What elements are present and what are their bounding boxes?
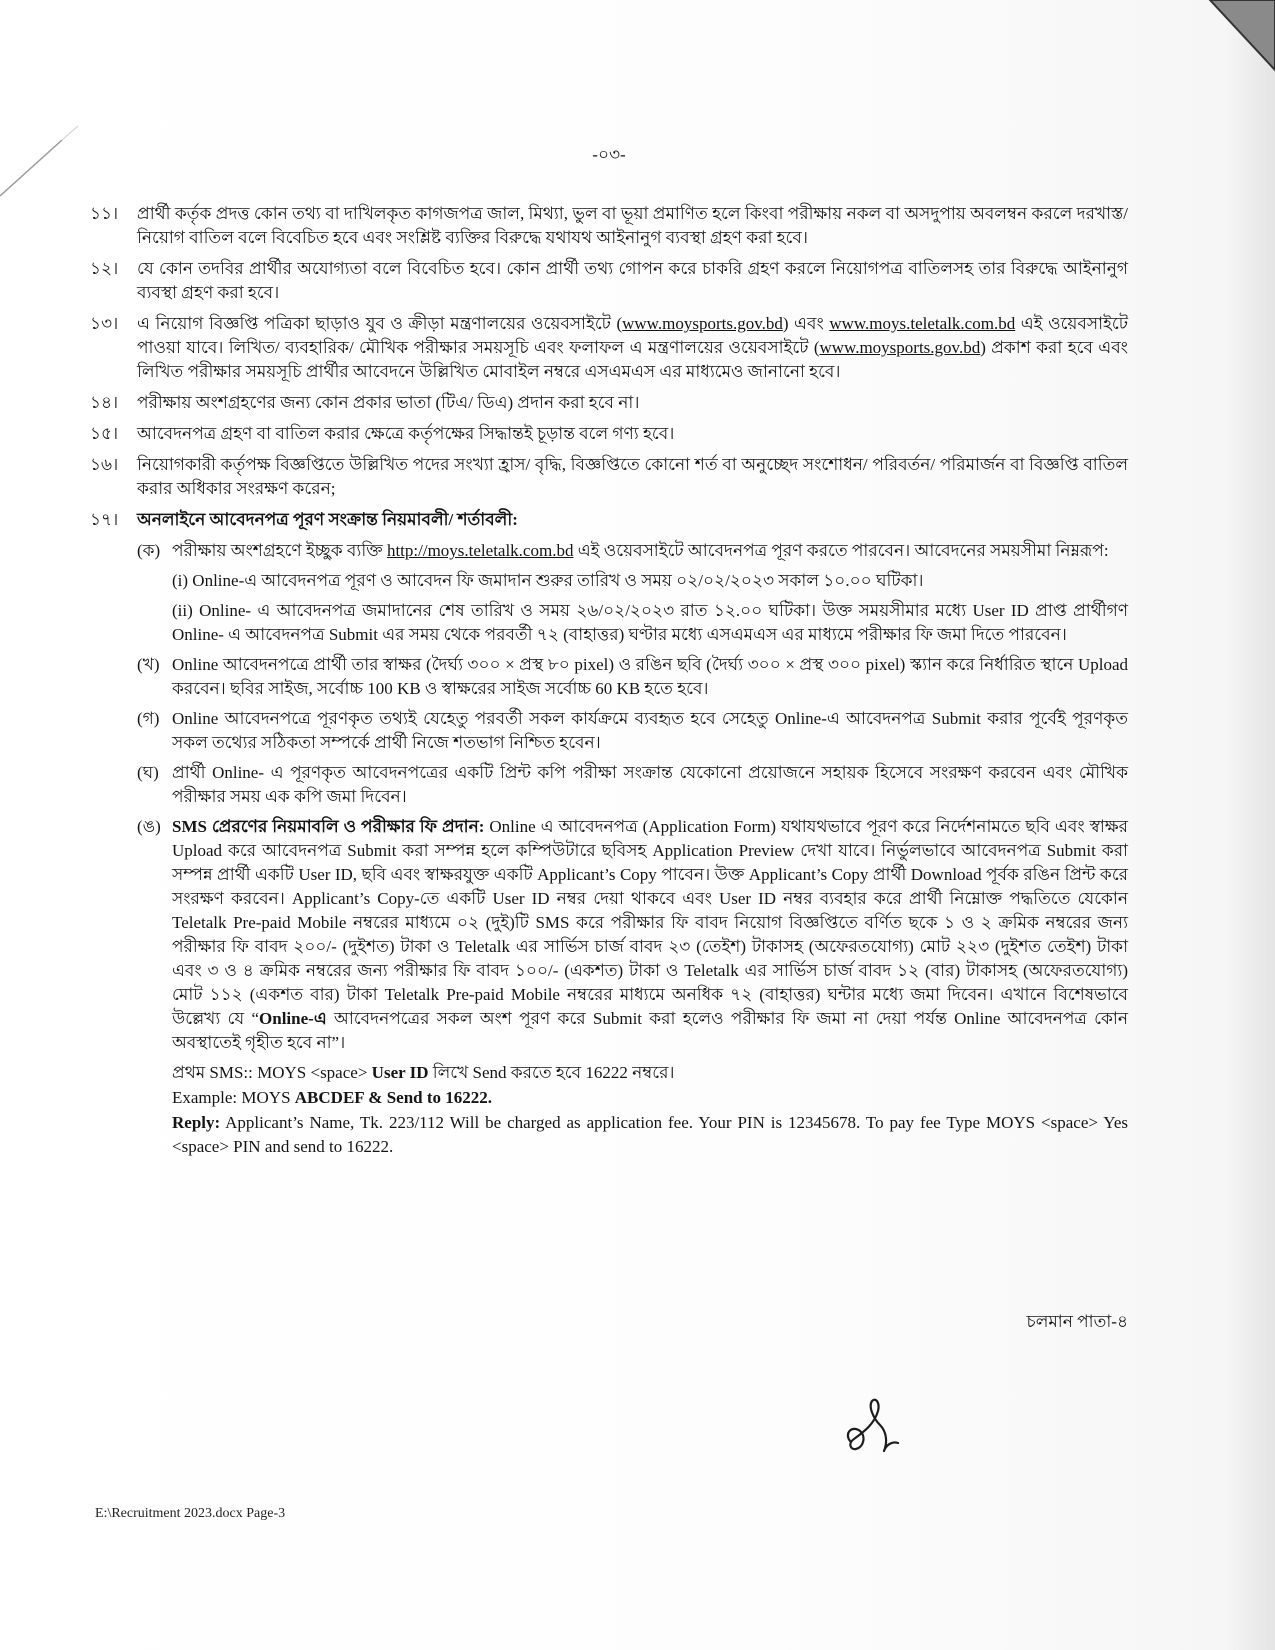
subclause-label: (ঙ) — [137, 817, 161, 836]
text-segment: Online আবেদনপত্রে পূরণকৃত তথ্যই যেহেতু পরবর্তী সকল কার্যক্রমে ব্যবহৃত হবে সেহেতু Online-এ আবেদনপত্র Submit করার পূর্বেই পূরণকৃত সকল তথ্যের সঠিকতা সম্পর্কে প্রার্থী নিজে শতভাগ নিশ্চিত হবেন। — [172, 709, 1128, 752]
subclause-label: (ঘ) — [137, 763, 159, 782]
text-segment: যে কোন তদবির প্রার্থীর অযোগ্যতা বলে বিবেচিত হবে। কোন প্রার্থী তথ্য গোপন করে চাকরি গ্রহণ করলে নিয়োগপত্র বাতিলসহ তার বিরুদ্ধে আইনানুগ ব্যবস্থা গ্রহণ করা হবে। — [137, 259, 1128, 302]
text-segment: আবেদনপত্র গ্রহণ বা বাতিল করার ক্ষেত্রে কর্তৃপক্ষের সিদ্ধান্তই চূড়ান্ত বলে গণ্য হবে। — [137, 424, 675, 443]
text-segment: এই ওয়েবসাইটে পাওয়া যাবে। লিখিত/ ব্যবহারিক/ মৌখিক পরীক্ষার সময়সূচি এবং ফলাফল এ মন্ত্রণালয়ের ওয়েবসাইটে ( — [137, 314, 1128, 357]
section-heading: অনলাইনে আবেদনপত্র পূরণ সংক্রান্ত নিয়মাবলী/ শর্তাবলী: — [137, 510, 518, 529]
signature — [830, 1385, 910, 1465]
clause-15 — [90, 422, 1128, 446]
text-segment: প্রার্থী কর্তৃক প্রদত্ত কোন তথ্য বা দাখিলকৃত কাগজপত্র জাল, মিথ্যা, ভুল বা ভূয়া প্রমাণিত হলে কিংবা পরীক্ষায় নকল বা অসদুপায় অবলম্বন করলে দরখাস্ত/ নিয়োগ বাতিল বলে বিবেচিত হবে এবং সংশ্লিষ্ট ব্যক্তির বিরুদ্ধে যথাযথ আইনানুগ ব্যবস্থা গ্রহণ করা হবে। — [137, 204, 1128, 247]
text-segment: প্রথম SMS:: MOYS <space> — [172, 1063, 372, 1082]
emphasis-text: Online-এ — [259, 1009, 327, 1028]
clause-text — [137, 422, 1128, 446]
subclause-ka — [137, 539, 1128, 563]
page-number: -০৩- — [592, 145, 626, 164]
subclause-text — [172, 761, 1128, 809]
website-url: http://moys.teletalk.com.bd — [386, 541, 574, 560]
clause-11 — [90, 202, 1128, 250]
subclause-text — [172, 707, 1128, 755]
sms-reply — [172, 1111, 1128, 1159]
text-segment: প্রার্থী Online- এ পূরণকৃত আবেদনপত্রের একটি প্রিন্ট কপি পরীক্ষা সংক্রান্ত যেকোনো প্রয়োজনে সহায়ক হিসেবে সংরক্ষণ করবেন এবং মৌখিক পরীক্ষার সময় এক কপি জমা দিবেন। — [172, 763, 1128, 806]
subclause-text — [172, 815, 1128, 1055]
text-segment: লিখে Send করতে হবে 16222 নম্বরে। — [428, 1063, 675, 1082]
scan-crease-faint — [62, 126, 78, 140]
clause-number: ১২। — [90, 259, 119, 278]
clause-text — [137, 391, 1128, 415]
website-url: www.moysports.gov.bd — [819, 338, 981, 357]
clause-text — [137, 453, 1128, 501]
subclause-kha — [137, 653, 1128, 701]
text-segment: Applicant’s Name, Tk. 223/112 Will be charged as application fee. Your PIN is 12345678. To pay fee Type MOYS <space> Yes <space> PIN and send to 16222. — [172, 1113, 1128, 1156]
subclause-label: (ক) — [137, 541, 161, 560]
document-body — [90, 202, 1128, 1160]
subclause-label: (খ) — [137, 655, 160, 674]
clause-12 — [90, 257, 1128, 305]
clause-14 — [90, 391, 1128, 415]
scan-fold-corner — [1210, 0, 1275, 70]
clause-text — [137, 312, 1128, 384]
sms-example — [172, 1086, 1128, 1110]
subclause-ga — [137, 707, 1128, 755]
text-segment: পরীক্ষায় অংশগ্রহণের জন্য কোন প্রকার ভাতা (টিএ/ ডিএ) প্রদান করা হবে না। — [137, 393, 640, 412]
clause-number: ১৪। — [90, 393, 119, 412]
subclause-text — [172, 539, 1128, 563]
schedule-label: (i) — [172, 571, 189, 590]
scan-crease — [0, 140, 62, 196]
subclause-text — [172, 653, 1128, 701]
text-segment: Example: MOYS — [172, 1088, 295, 1107]
clause-16 — [90, 453, 1128, 501]
text-segment: পরীক্ষায় অংশগ্রহণে ইচ্ছুক ব্যক্তি — [172, 541, 387, 560]
emphasis-text: User ID — [371, 1063, 429, 1082]
schedule-start — [172, 569, 1128, 593]
clause-number: ১১। — [90, 204, 119, 223]
clause-number: ১৬। — [90, 455, 119, 474]
schedule-text: Online- এ আবেদনপত্র জমাদানের শেষ তারিখ ও সময় ২৬/০২/২০২৩ রাত ১২.০০ ঘটিকা। উক্ত সময়সীমার মধ্যে User ID প্রাপ্ত প্রার্থীগণ Online- এ আবেদনপত্র Submit এর সময় থেকে পরবর্তী ৭২ (বাহাত্তর) ঘণ্টার মধ্যে এসএমএস এর মাধ্যমে পরীক্ষার ফি জমা দিতে পারবেন। — [172, 601, 1129, 644]
text-segment: Online এ আবেদনপত্র (Application Form) যথাযথভাবে পূরণ করে নির্দেশনামতে ছবি এবং স্বাক্ষর Upload করে আবেদনপত্র Submit করা সম্পন্ন হলে কম্পিউটারে ছবিসহ Application Preview দেখা যাবে। নির্ভুলভাবে আবেদনপত্র Submit করা সম্পন্ন প্রার্থী একটি User ID, ছবি এবং স্বাক্ষরযুক্ত একটি Applicant’s Copy পাবেন। উক্ত Applicant’s Copy প্রার্থী Download পূর্বক রঙিন প্রিন্ট করে সংরক্ষণ করবেন। Applicant’s Copy-তে একটি User ID নম্বর দেয়া থাকবে এবং User ID নম্বর ব্যবহার করে প্রার্থী নিম্নোক্ত পদ্ধতিতে যেকোন Teletalk Pre-paid Mobile নম্বরের মাধ্যমে ০২ (দুই)টি SMS করে পরীক্ষার ফি বাবদ নিয়োগ বিজ্ঞপ্তিতে বর্ণিত ছকে ১ ও ২ ক্রমিক নম্বরের জন্য পরীক্ষার ফি বাবদ ২০০/- (দুইশত) টাকা ও Teletalk এর সার্ভিস চার্জ বাবদ ২৩ (তেইশ) টাকাসহ (অফেরতযোগ্য) মোট ২২৩ (দুইশত তেইশ) টাকা এবং ৩ ও ৪ ক্রমিক নম্বরের জন্য পরীক্ষার ফি বাবদ ১০০/- (একশত) টাকা ও Teletalk এর সার্ভিস চার্জ বাবদ ১২ (বার) টাকাসহ (অফেরতযোগ্য) মোট ১১২ (একশত বার) টাকা Teletalk Pre-paid Mobile নম্বরের মাধ্যমে অনধিক ৭২ (বাহাত্তর) ঘন্টার মধ্যে জমা দিবেন। এখানে বিশেষভাবে উল্লেখ্য যে “ — [172, 817, 1128, 1028]
website-url: www.moysports.gov.bd — [622, 314, 783, 333]
text-segment: নিয়োগকারী কর্তৃপক্ষ বিজ্ঞপ্তিতে উল্লিখিত পদের সংখ্যা হ্রাস/ বৃদ্ধি, বিজ্ঞপ্তিতে কোনো শর্ত বা অনুচ্ছেদ সংশোধন/ পরিবর্তন/ পরিমার্জন বা বিজ্ঞপ্তি বাতিল করার অধিকার সংরক্ষণ করেন; — [137, 455, 1128, 498]
continuation-note: চলমান পাতা-৪ — [1026, 1312, 1128, 1331]
text-segment: আবেদনপত্রের সকল অংশ পূরণ করে Submit করা হলেও পরীক্ষার ফি জমা না দেয়া পর্যন্ত Online আবেদনপত্র কোন অবস্থাতেই গৃহীত হবে না”। — [172, 1009, 1128, 1052]
text-segment: Online আবেদনপত্রে প্রার্থী তার স্বাক্ষর (দৈর্ঘ্য ৩০০ × প্রস্থ ৮০ pixel) ও রঙিন ছবি (দৈর্ঘ্য ৩০০ × প্রস্থ ৩০০ pixel) স্ক্যান করে নির্ধারিত স্থানে Upload করবেন। ছবির সাইজ, সর্বোচ্চ 100 KB ও স্বাক্ষরের সাইজ সর্বোচ্চ 60 KB হতে হবে। — [172, 655, 1128, 698]
subclause-gha — [137, 761, 1128, 809]
text-segment: ) প্রকাশ করা হবে এবং লিখিত পরীক্ষার সময়সূচি প্রার্থীর আবেদনে উল্লিখিত মোবাইল নম্বরে এসএমএস এর মাধ্যমেও জানানো হবে। — [137, 338, 1128, 381]
clause-number: ১৭। — [90, 510, 119, 529]
reply-label: Reply: — [172, 1113, 221, 1132]
schedule-text: Online-এ আবেদনপত্র পূরণ ও আবেদন ফি জমাদান শুরুর তারিখ ও সময় ০২/০২/২০২৩ সকাল ১০.০০ ঘটিকা। — [192, 571, 924, 590]
schedule-end — [172, 599, 1128, 647]
text-segment: এই ওয়েবসাইটে আবেদনপত্র পূরণ করতে পারবেন। আবেদনের সময়সীমা নিম্নরূপ: — [573, 541, 1109, 560]
file-path-footer: E:\Recruitment 2023.docx Page-3 — [95, 1506, 286, 1521]
sms-rules-heading: SMS প্রেরণের নিয়মাবলি ও পরীক্ষার ফি প্রদান: — [172, 817, 485, 836]
first-sms-instruction — [172, 1061, 1128, 1085]
clause-number: ১৩। — [90, 314, 119, 333]
website-url: www.moys.teletalk.com.bd — [829, 314, 1016, 333]
clause-text — [137, 257, 1128, 305]
emphasis-text: ABCDEF & Send to 16222. — [294, 1088, 493, 1107]
text-segment: ) এবং — [782, 314, 830, 333]
text-segment: এ নিয়োগ বিজ্ঞপ্তি পত্রিকা ছাড়াও যুব ও ক্রীড়া মন্ত্রণালয়ের ওয়েবসাইটে ( — [137, 314, 623, 333]
clause-13 — [90, 312, 1128, 384]
schedule-label: (ii) — [172, 601, 193, 620]
clause-text — [137, 202, 1128, 250]
clause-17 — [90, 508, 1128, 532]
clause-number: ১৫। — [90, 424, 119, 443]
subclause-label: (গ) — [137, 709, 160, 728]
subclause-umo — [137, 815, 1128, 1055]
